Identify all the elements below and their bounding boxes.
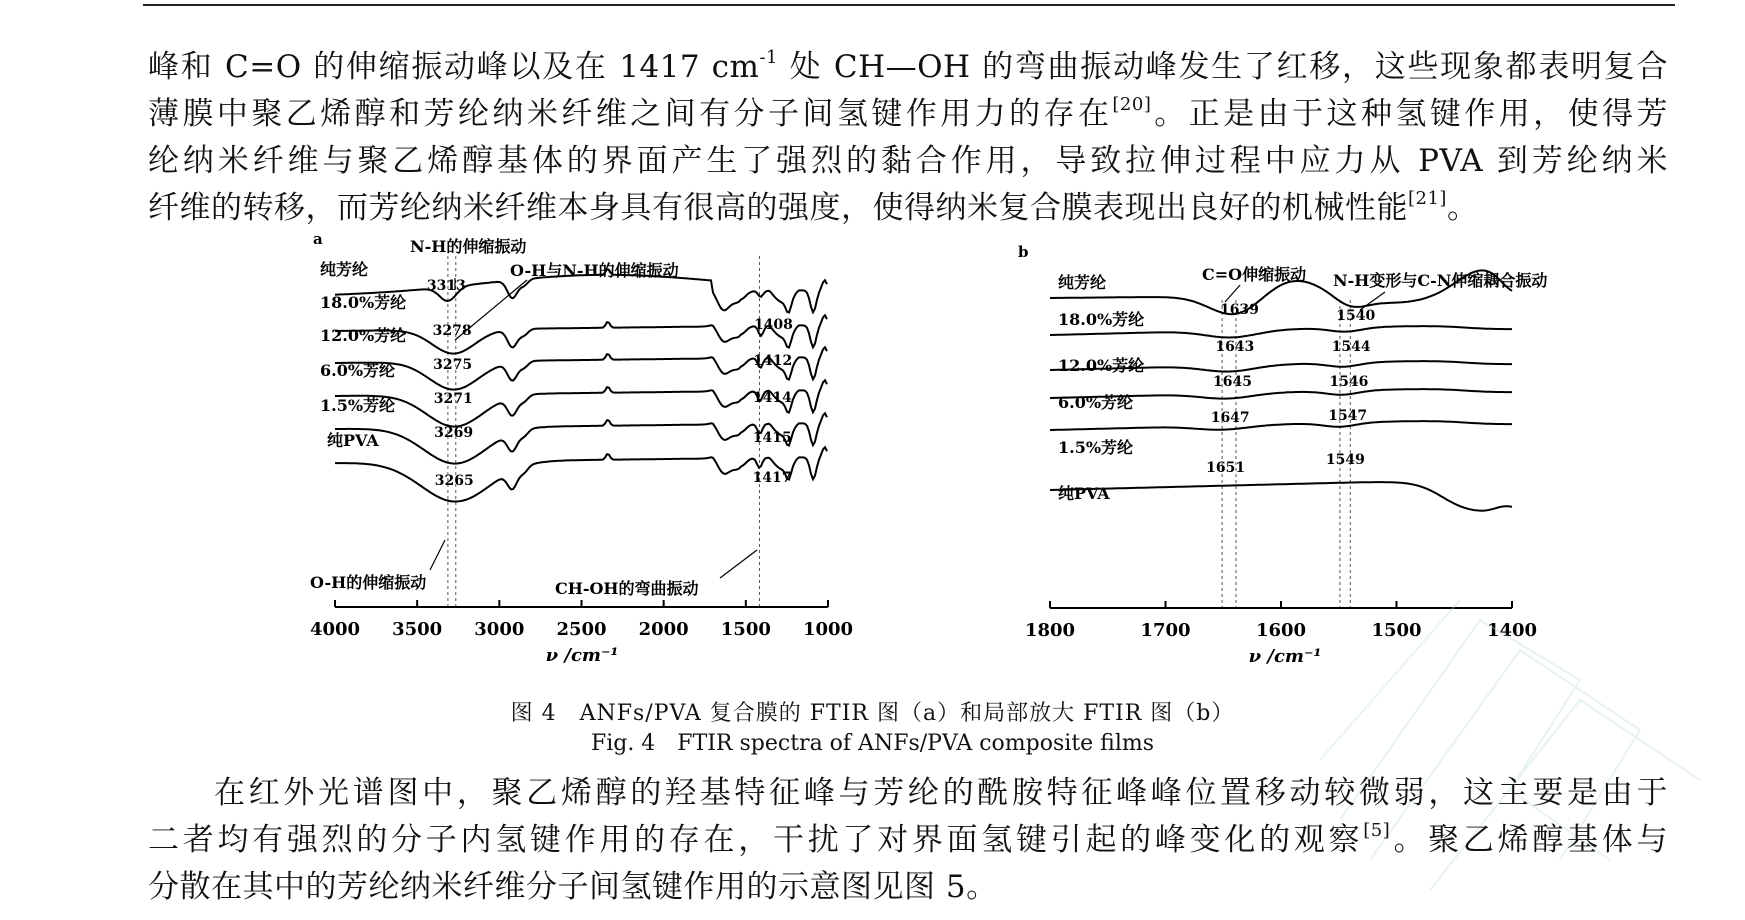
x-tick-label-a-1: 3500	[392, 619, 443, 640]
x-tick-label-a-0: 4000	[309, 619, 361, 640]
paragraph-1-line-3: 纶纳米纤维与聚乙烯醇基体的界面产生了强烈的黏合作用，导致拉伸过程中应力从 PVA 到芳纶纳米	[148, 143, 1668, 179]
series-label-b-4: 1.5%芳纶	[1058, 438, 1134, 457]
series-label-a-1: 18.0%芳纶	[320, 293, 407, 312]
paragraph-1	[148, 44, 1668, 232]
annotation-arrow-a-3	[720, 550, 757, 578]
peak-choh-a-2: 1412	[753, 353, 793, 369]
x-tick-label-a-2: 3000	[474, 619, 525, 640]
series-label-b-2: 12.0%芳纶	[1058, 356, 1145, 375]
annotation-a-2: O-H的伸缩振动	[310, 573, 427, 592]
x-tick-label-b-4: 1400	[1486, 620, 1538, 641]
annotation-a-0: N-H的伸缩振动	[410, 237, 527, 256]
series-label-a-4: 1.5%芳纶	[320, 396, 396, 415]
peak-choh-a-5: 1417	[752, 470, 792, 486]
peak-co-b-3: 1647	[1210, 410, 1250, 426]
peak-co-b-4: 1651	[1206, 460, 1246, 476]
figure-caption-en: Fig. 4 FTIR spectra of ANFs/PVA composite films	[590, 731, 1155, 756]
peak-value-a-1: 3278	[432, 323, 472, 339]
panel-label-a: a	[313, 230, 323, 248]
peak-value-a-5: 3265	[434, 473, 474, 489]
annotation-b-0: C=O伸缩振动	[1202, 265, 1307, 284]
ftir-panel-a	[310, 230, 853, 666]
x-tick-label-b-3: 1500	[1371, 620, 1422, 641]
peak-value-a-2: 3275	[433, 357, 473, 373]
series-label-b-5: 纯PVA	[1058, 484, 1110, 503]
series-label-a-3: 6.0%芳纶	[320, 361, 396, 380]
peak-co-b-2: 1645	[1213, 374, 1252, 390]
paragraph-1-line-4: 纤维的转移，而芳纶纳米纤维本身具有很高的强度，使得纳米复合膜表现出良好的机械性能[21]。	[148, 188, 1479, 226]
peak-co-b-0: 1639	[1219, 302, 1259, 318]
peak-nhcn-b-4: 1549	[1325, 452, 1365, 468]
x-tick-label-a-4: 2000	[638, 619, 689, 640]
x-tick-label-a-5: 1500	[720, 619, 771, 640]
spectrum-b-5	[1050, 482, 1512, 511]
peak-choh-a-3: 1414	[752, 390, 792, 406]
x-tick-label-a-3: 2500	[556, 619, 607, 640]
panel-label-b: b	[1018, 243, 1029, 261]
header-rule	[143, 4, 1675, 6]
x-tick-label-a-6: 1000	[802, 619, 854, 640]
peak-nhcn-b-2: 1546	[1329, 374, 1369, 390]
peak-co-b-1: 1643	[1215, 339, 1255, 355]
spectrum-b-4	[1050, 421, 1512, 430]
paragraph-2-line-1: 在红外光谱图中，聚乙烯醇的羟基特征峰与芳纶的酰胺特征峰峰位置移动较微弱，这主要是由于	[214, 775, 1668, 811]
figure-caption-zh: 图 4 ANFs/PVA 复合膜的 FTIR 图（a）和局部放大 FTIR 图（b）	[510, 701, 1235, 726]
annotation-arrow-b-0	[1225, 285, 1240, 302]
annotation-arrow-a-2	[430, 540, 445, 570]
paragraph-2-line-2: 二者均有强烈的分子内氢键作用的存在，干扰了对界面氢键引起的峰变化的观察[5]。聚乙烯醇基体与	[148, 820, 1669, 858]
x-tick-label-b-1: 1700	[1140, 620, 1191, 641]
citation-21[interactable]: [21]	[1408, 188, 1447, 209]
citation-20[interactable]: [20]	[1112, 94, 1152, 115]
series-label-a-2: 12.0%芳纶	[320, 326, 407, 345]
peak-value-a-4: 3269	[434, 425, 474, 441]
x-axis-label-b: ν /cm⁻¹	[1248, 646, 1322, 667]
peak-nhcn-b-3: 1547	[1328, 408, 1368, 424]
x-tick-label-b-2: 1600	[1255, 620, 1307, 641]
series-label-a-0: 纯芳纶	[320, 260, 369, 279]
series-label-b-1: 18.0%芳纶	[1058, 310, 1145, 329]
x-axis-label-a: ν /cm⁻¹	[545, 645, 619, 666]
peak-value-a-3: 3271	[433, 391, 473, 407]
peak-nhcn-b-0: 1540	[1336, 308, 1376, 324]
paragraph-1-line-1: 峰和 C=O 的伸缩振动峰以及在 1417 $cm^{-1}$ 处 CH—OH 的弯曲振动峰发生了红移，这些现象都表明复合	[148, 47, 1668, 85]
annotation-a-1: O-H与N-H的伸缩振动	[510, 261, 679, 280]
series-label-b-3: 6.0%芳纶	[1058, 393, 1134, 412]
paragraph-2-line-3: 分散在其中的芳纶纳米纤维分子间氢键作用的示意图见图 5。	[148, 869, 998, 905]
annotation-a-3: CH-OH的弯曲振动	[555, 579, 699, 598]
paragraph-2	[148, 770, 1668, 911]
peak-nhcn-b-1: 1544	[1331, 339, 1371, 355]
annotation-b-1: N-H变形与C-N伸缩耦合振动	[1333, 271, 1548, 290]
series-label-a-5: 纯PVA	[327, 431, 379, 450]
peak-choh-a-1: 1408	[753, 317, 793, 333]
paragraph-1-line-2: 薄膜中聚乙烯醇和芳纶纳米纤维之间有分子间氢键作用力的存在[20]。正是由于这种氢键作用，使得芳	[148, 94, 1669, 132]
x-tick-label-b-0: 1800	[1024, 620, 1076, 641]
peak-value-a-0: 3313	[426, 278, 466, 294]
series-label-b-0: 纯芳纶	[1058, 273, 1107, 292]
peak-choh-a-4: 1415	[752, 430, 792, 446]
citation-5[interactable]: [5]	[1363, 820, 1391, 841]
